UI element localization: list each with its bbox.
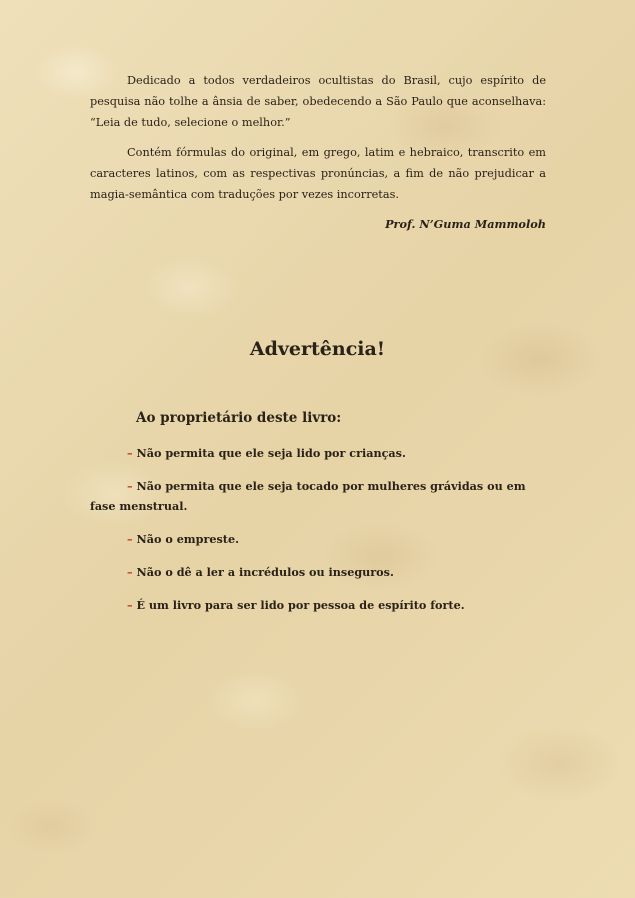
warning-item-text: Não permita que ele seja tocado por mulheres grávidas ou em fase menstrual.	[90, 479, 526, 513]
dedication-section	[90, 70, 546, 244]
owner-heading: Ao proprietário deste livro:	[136, 410, 342, 426]
dash-marker: –	[127, 479, 133, 493]
warning-item-text: Não o dê a ler a incrédulos ou inseguros.	[136, 565, 394, 579]
warning-item	[90, 529, 546, 549]
warning-item	[90, 476, 546, 516]
author-signature: Prof. N’Guma Mammoloh	[385, 217, 546, 231]
dash-marker: –	[127, 598, 133, 612]
warning-list	[90, 443, 546, 628]
dedication-paragraph: Dedicado a todos verdadeiros ocultistas do Brasil, cujo espírito de pesquisa não tolhe a ânsia de saber, obedecendo a São Paulo que aconselhava: “Leia de tudo, selecione o melhor.”	[90, 74, 546, 129]
warning-item	[90, 443, 546, 463]
warning-item-text: Não permita que ele seja lido por crianças.	[136, 446, 406, 460]
dash-marker: –	[127, 532, 133, 546]
dash-marker: –	[127, 446, 133, 460]
warning-item	[90, 562, 546, 582]
dash-marker: –	[127, 565, 133, 579]
warning-item	[90, 595, 546, 615]
warning-item-text: Não o empreste.	[136, 532, 239, 546]
warning-title: Advertência!	[249, 338, 386, 360]
warning-item-text: É um livro para ser lido por pessoa de espírito forte.	[136, 598, 465, 612]
contents-paragraph: Contém fórmulas do original, em grego, latim e hebraico, transcrito em caracteres latinos, com as respectivas pronúncias, a fim de não prejudicar a magia-semântica com traduções por vezes incorretas.	[90, 146, 546, 201]
